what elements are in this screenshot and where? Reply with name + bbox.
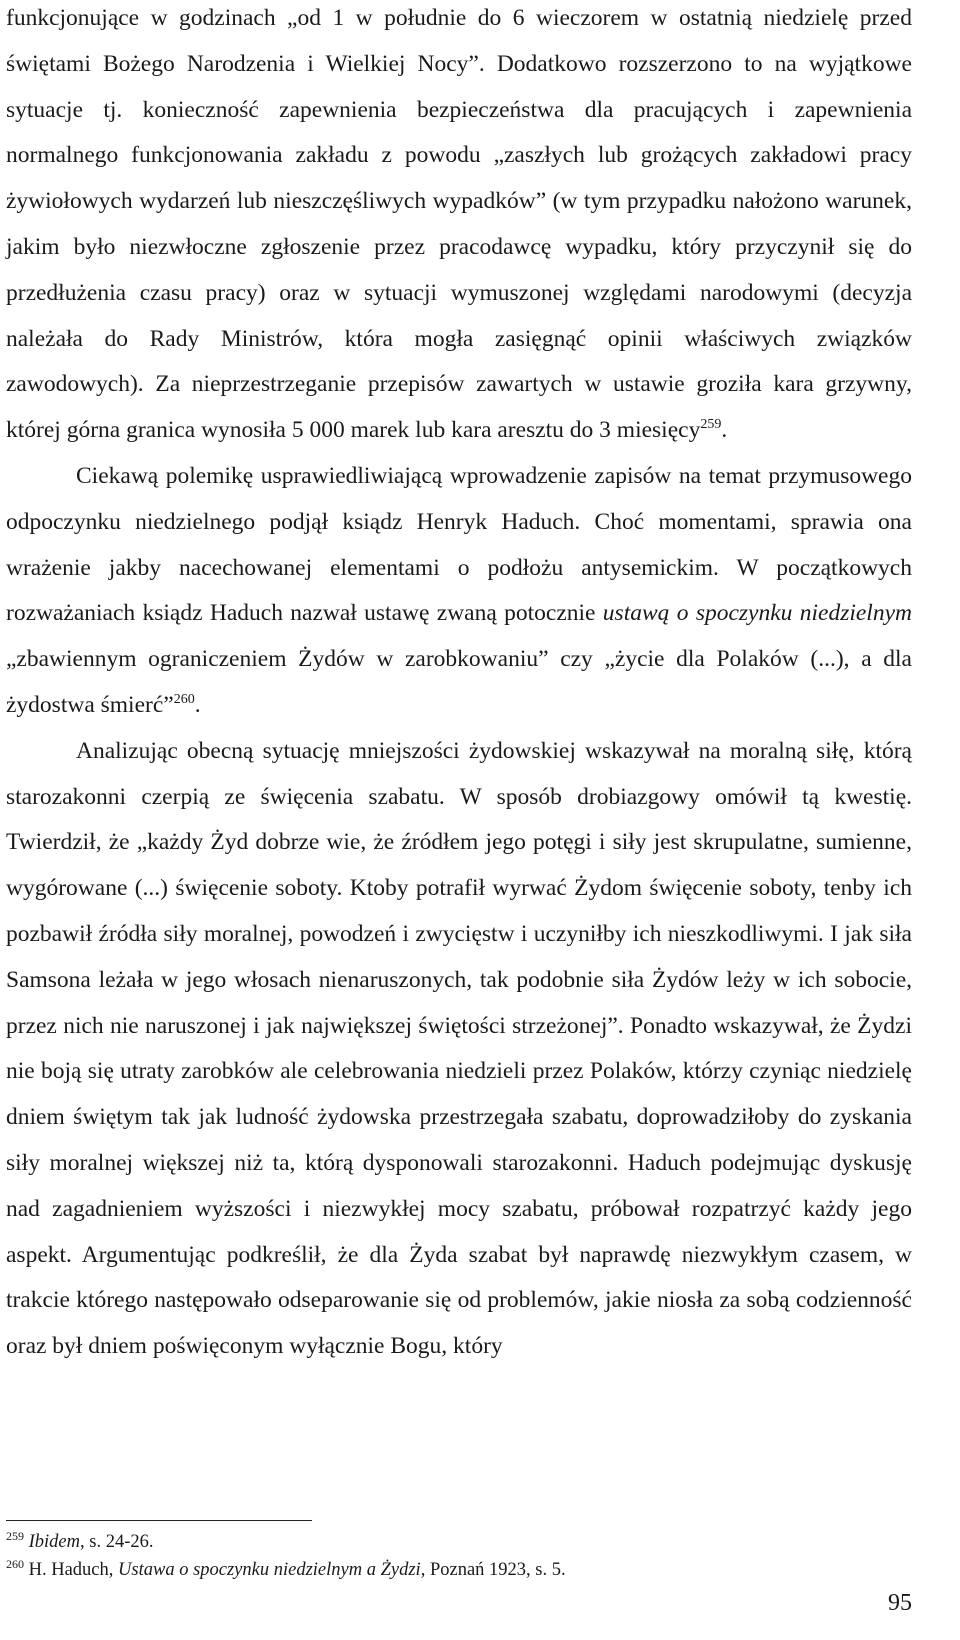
page-number: 95: [888, 1590, 912, 1616]
footnote: $^{260}$ H. Haduch, Ustawa o spoczynku niedzielnym a Żydzi, Poznań 1923, s. 5.: [6, 1557, 566, 1580]
paragraph: Analizując obecną sytuację mniejszości żydowskiej wskazywał na moralną siłę, którą starozakonni czerpią ze święcenia szabatu. W sposób drobiazgowy omówił tą kwestię. Twierdził, że „każdy Żyd dobrze wie, że źródłem jego potęgi i siły jest skrupulatne, sumienne, wygórowane (...) święcenie soboty. Ktoby potrafił wyrwać Żydom święcenie soboty, tenby ich pozbawił źródła siły moralnej, powodzeń i zwycięstw i uczyniłby ich nieszkodliwymi. I jak siła Samsona leżała w jego włosach nienaruszonych, tak podobnie siła Żydów leży w ich sobocie, przez nich nie naruszonej i jak największej świętości strzeżonej”. Ponadto wskazywał, że Żydzi nie boją się utraty zarobków ale celebrowania niedzieli przez Polaków, którzy czyniąc niedzielę dniem świętym tak jak ludność żydowska przestrzegała szabatu, doprowadziłoby do zyskania siły moralnej większej niż ta, którą dysponowali starozakonni. Haduch podejmując dyskusję nad zagadnieniem wyższości i niezwykłej mocy szabatu, próbował rozpatrzyć każdy jego aspekt. Argumentując podkreślił, że dla Żyda szabat był naprawdę niezwykłym czasem, w trakcie którego następowało odseparowanie się od problemów, jakie niosła za sobą codzienność oraz był dniem poświęconym wyłącznie Bogu, który: [6, 737, 912, 1360]
footnote-ref[interactable]: 260: [173, 691, 195, 707]
italic-title: ustawą o spoczynku niedzielnym: [602, 600, 912, 627]
footnote-ref[interactable]: 259: [700, 417, 722, 433]
footnote-number: 260: [6, 1557, 24, 1571]
footnotes: [6, 1528, 912, 1584]
footnote-separator: [6, 1520, 312, 1521]
footnote: $^{259}$ Ibidem, s. 24-26.: [6, 1529, 154, 1552]
footnote-number: 259: [6, 1529, 24, 1543]
paragraph: Ciekawą polemikę usprawiedliwiającą wprowadzenie zapisów na temat przymusowego odpoczynku niedzielnego podjął ksiądz Henryk Haduch. Choć momentami, sprawia ona wrażenie jakby nacechowanej elementami o podłożu antysemickim. W początkowych rozważaniach ksiądz Haduch nazwał ustawę zwaną potocznie ustawą o spoczynku niedzielnym „zbawiennym ograniczeniem Żydów w zarobkowaniu” czy „życie dla Polaków (...), a dla żydostwa śmierć”$^{260}$.: [6, 462, 912, 718]
paragraph: funkcjonujące w godzinach „od 1 w południe do 6 wieczorem w ostatnią niedzielę przed świętami Bożego Narodzenia i Wielkiej Nocy”. Dodatkowo rozszerzono to na wyjątkowe sytuacje tj. konieczność zapewnienia bezpieczeństwa dla pracujących i zapewnienia normalnego funkcjonowania zakładu z powodu „zaszłych lub grożących zakładowi pracy żywiołowych wydarzeń lub nieszczęśliwych wypadków” (w tym przypadku nałożono warunek, jakim było niezwłoczne zgłoszenie przez pracodawcę wypadku, który przyczynił się do przedłużenia czasu pracy) oraz w sytuacji wymuszonej względami narodowymi (decyzja należała do Rady Ministrów, która mogła zasięgnąć opinii właściwych związków zawodowych). Za nieprzestrzeganie przepisów zawartych w ustawie groziła kara grzywny, której górna granica wynosiła 5 000 marek lub kara aresztu do 3 miesięcy$^{259}$.: [6, 5, 912, 444]
body-text: [6, 0, 912, 1370]
